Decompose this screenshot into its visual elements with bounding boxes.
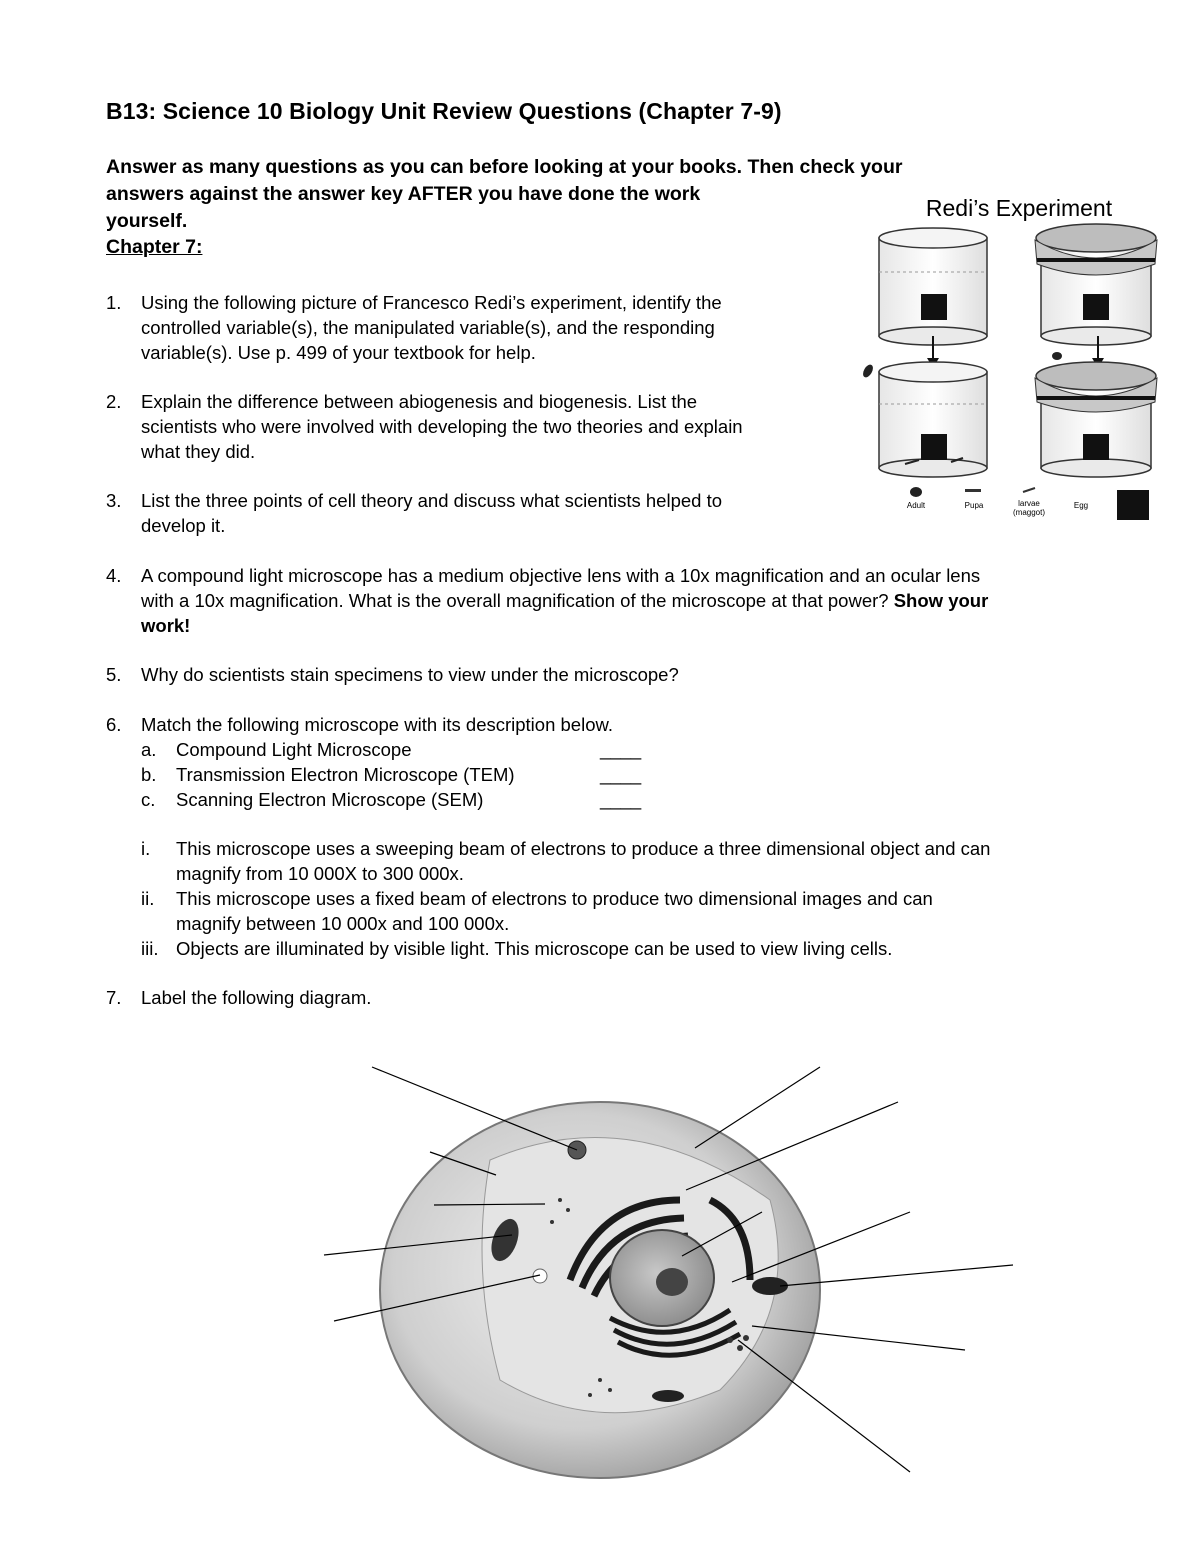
- meat-icon: [1083, 294, 1109, 320]
- question-number: 2.: [106, 391, 122, 412]
- redi-experiment-figure: [855, 190, 1175, 530]
- description-line: This microscope uses a sweeping beam of electrons to produce a three dimensional object and can: [176, 838, 991, 859]
- pupa-icon: [965, 489, 981, 492]
- question-line: Label the following diagram.: [141, 987, 372, 1008]
- match-option: Compound Light Microscope: [176, 739, 412, 760]
- question-number: 5.: [106, 664, 122, 685]
- question-text: with a 10x magnification. What is the overall magnification of the microscope at that power?: [141, 590, 889, 611]
- legend-adult: Adult: [906, 501, 926, 510]
- legend-larvae: larvae: [1018, 499, 1040, 508]
- meat-icon: [921, 294, 947, 320]
- question-line: [141, 588, 988, 613]
- intro-instructions: [106, 154, 902, 235]
- open-jar-top: [879, 228, 987, 345]
- question-line: scientists who were involved with developing the two theories and explain: [141, 416, 743, 437]
- match-letter: b.: [141, 764, 157, 785]
- intro-line-1: Answer as many questions as you can before looking at your books. Then check your: [106, 156, 903, 178]
- redi-legend: [907, 487, 1149, 520]
- question-number: 1.: [106, 292, 122, 313]
- mitochondrion: [652, 1390, 684, 1402]
- legend-pupa: Pupa: [964, 501, 984, 510]
- question-line: Explain the difference between abiogenesis and biogenesis. List the: [141, 391, 698, 412]
- larvae-icon: [1023, 488, 1035, 492]
- question-line: what they did.: [141, 441, 256, 462]
- question-line: Using the following picture of Francesco Redi’s experiment, identify the: [141, 292, 722, 313]
- question-number: 3.: [106, 490, 122, 511]
- show-work-emphasis: Show your: [893, 590, 989, 611]
- show-work-emphasis: work!: [141, 615, 191, 636]
- description-line: magnify between 10 000x and 100 000x.: [176, 913, 510, 934]
- description-numeral: ii.: [141, 888, 155, 909]
- covered-jar-top: [1035, 224, 1157, 345]
- question-line: variable(s). Use p. 499 of your textbook for help.: [141, 342, 536, 363]
- question-number: 7.: [106, 987, 122, 1008]
- question-line: A compound light microscope has a medium objective lens with a 10x magnification and an ocular lens: [141, 565, 981, 586]
- meat-icon: [921, 434, 947, 460]
- description-numeral: i.: [141, 838, 151, 859]
- intro-line-3: yourself.: [106, 210, 188, 232]
- page-title: B13: Science 10 Biology Unit Review Questions (Chapter 7-9): [106, 98, 782, 124]
- answer-blank[interactable]: ____: [600, 764, 642, 785]
- description-line: Objects are illuminated by visible light. This microscope can be used to view living cells.: [176, 938, 893, 959]
- intro-line-2: answers against the answer key AFTER you have done the work: [106, 183, 701, 205]
- answer-blank[interactable]: ____: [600, 739, 642, 760]
- adult-fly-icon: [910, 487, 922, 497]
- match-option: Scanning Electron Microscope (SEM): [176, 789, 484, 810]
- answer-blank[interactable]: ____: [600, 789, 642, 810]
- question-line: develop it.: [141, 515, 226, 536]
- match-letter: a.: [141, 739, 157, 760]
- question-line: controlled variable(s), the manipulated variable(s), and the responding: [141, 317, 715, 338]
- description-line: magnify from 10 000X to 300 000x.: [176, 863, 464, 884]
- nucleolus: [656, 1268, 688, 1296]
- match-letter: c.: [141, 789, 156, 810]
- legend-maggot: (maggot): [1012, 508, 1046, 517]
- open-jar-bottom: [879, 362, 987, 477]
- question-line: Why do scientists stain specimens to view under the microscope?: [141, 664, 679, 685]
- meat-icon: [1083, 434, 1109, 460]
- animal-cell-diagram: [300, 1050, 1040, 1490]
- redi-figure-title: Redi’s Experiment: [925, 195, 1113, 221]
- question-number: 6.: [106, 714, 122, 735]
- legend-egg: Egg: [1073, 501, 1089, 510]
- match-option: Transmission Electron Microscope (TEM): [176, 764, 515, 785]
- question-number: 4.: [106, 565, 122, 586]
- meat-legend-icon: [1117, 490, 1149, 520]
- covered-jar-bottom: [1035, 362, 1157, 477]
- question-line: Match the following microscope with its description below.: [141, 714, 613, 735]
- chapter-heading: Chapter 7:: [106, 236, 203, 258]
- description-numeral: iii.: [141, 938, 159, 959]
- question-line: List the three points of cell theory and discuss what scientists helped to: [141, 490, 723, 511]
- description-line: This microscope uses a fixed beam of electrons to produce two dimensional images and can: [176, 888, 933, 909]
